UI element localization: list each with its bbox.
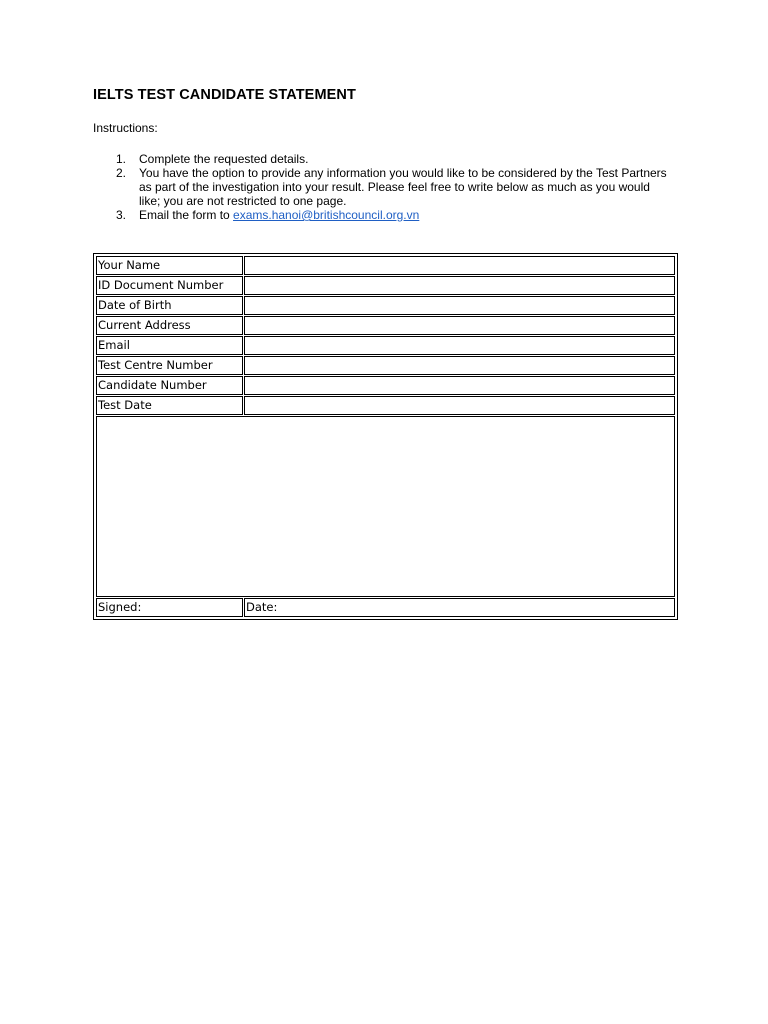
- instruction-item: [93, 166, 673, 208]
- email-field[interactable]: [244, 336, 675, 355]
- date-of-birth-field[interactable]: [244, 296, 675, 315]
- form-row: [96, 356, 675, 375]
- id-document-number-field[interactable]: [244, 276, 675, 295]
- current-address-field[interactable]: [244, 316, 675, 335]
- form-row: [96, 296, 675, 315]
- date-field[interactable]: Date:: [244, 598, 675, 617]
- test-centre-number-field[interactable]: [244, 356, 675, 375]
- instruction-item: [93, 208, 673, 222]
- statement-area[interactable]: [96, 416, 675, 597]
- field-label: ID Document Number: [96, 276, 243, 295]
- form-row: [96, 316, 675, 335]
- your-name-field[interactable]: [244, 256, 675, 275]
- candidate-number-field[interactable]: [244, 376, 675, 395]
- instruction-text: You have the option to provide any information you would like to be considered by the Test Partners as part of the investigation into your result. Please feel free to write below as much as you would like; you are not restricted to one page.: [139, 166, 667, 208]
- field-label: Current Address: [96, 316, 243, 335]
- instruction-text: Complete the requested details.: [139, 152, 309, 166]
- candidate-form: [93, 253, 678, 620]
- field-label: Candidate Number: [96, 376, 243, 395]
- field-label: Test Centre Number: [96, 356, 243, 375]
- statement-row: [96, 416, 675, 597]
- form-table: [95, 255, 676, 618]
- email-link[interactable]: exams.hanoi@britishcouncil.org.vn: [233, 208, 420, 222]
- field-label: Date of Birth: [96, 296, 243, 315]
- field-label: Test Date: [96, 396, 243, 415]
- form-row: [96, 336, 675, 355]
- test-date-field[interactable]: [244, 396, 675, 415]
- field-label: Your Name: [96, 256, 243, 275]
- page-title: IELTS TEST CANDIDATE STATEMENT: [93, 87, 356, 103]
- form-row: [96, 376, 675, 395]
- instruction-text: Email the form to: [139, 208, 234, 222]
- form-row: [96, 276, 675, 295]
- field-label: Email: [96, 336, 243, 355]
- form-row: [96, 396, 675, 415]
- instructions-list: [93, 152, 673, 222]
- instruction-number: 2.: [116, 166, 127, 180]
- instructions-label: Instructions:: [93, 121, 158, 135]
- instruction-number: 3.: [116, 208, 127, 222]
- signed-field[interactable]: Signed:: [96, 598, 243, 617]
- instruction-item: [93, 152, 673, 166]
- form-row: [96, 256, 675, 275]
- signature-row: [96, 598, 675, 617]
- instruction-number: 1.: [116, 152, 127, 166]
